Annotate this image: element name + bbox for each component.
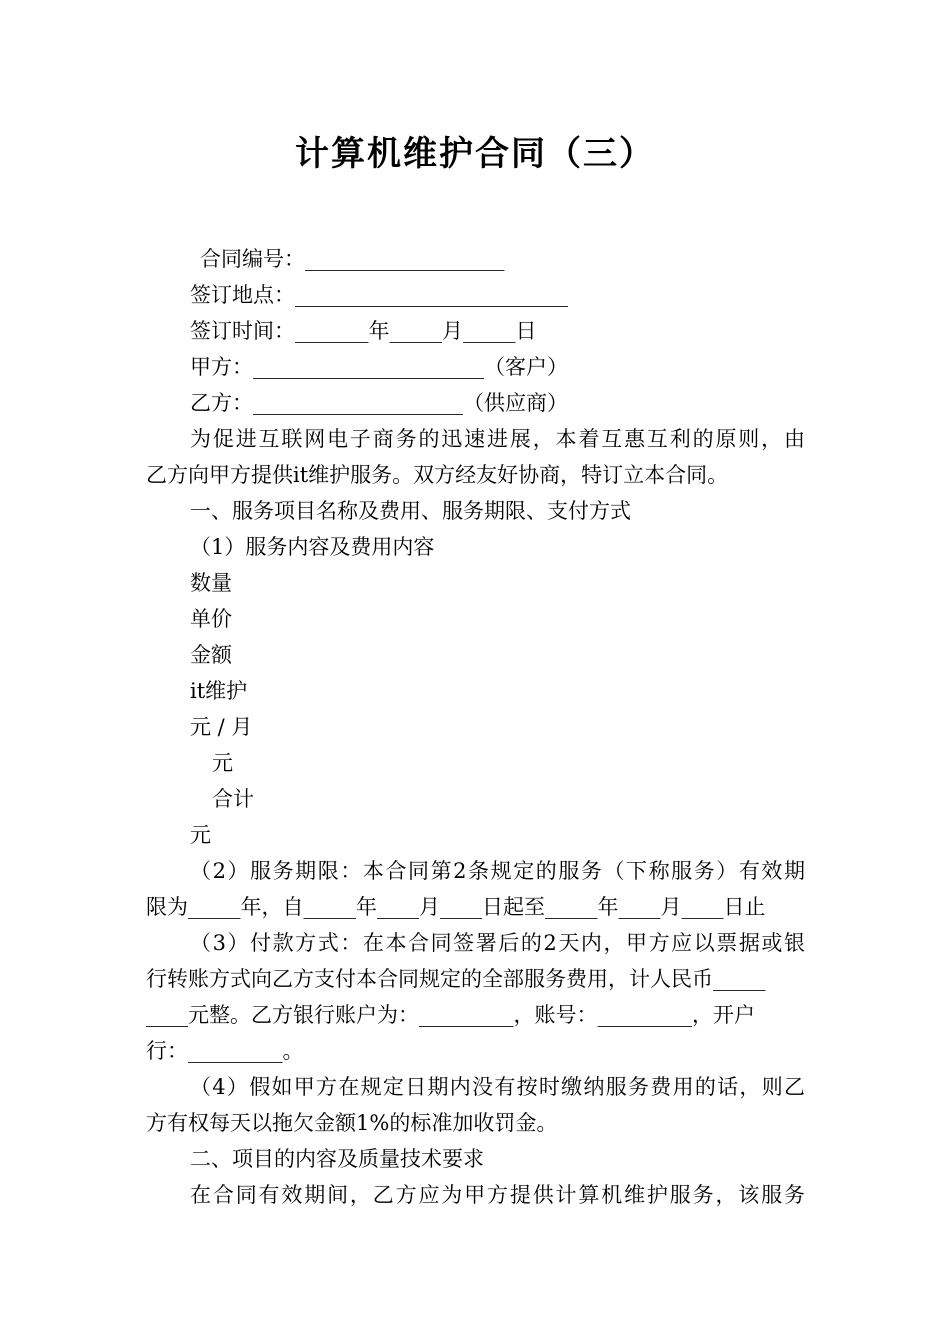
- table-cell-yuan: 元: [212, 751, 233, 775]
- service-term-line-1: （2）服务期限：本合同第2条规定的服务（下称服务）有效期: [190, 859, 805, 883]
- penalty-line-1: （4）假如甲方在规定日期内没有按时缴纳服务费用的话，则乙: [190, 1075, 805, 1099]
- payment-line-3: ____元整。乙方银行账户为：_________，账号：_________，开户: [146, 1003, 755, 1027]
- party-a-line: 甲方：______________________（客户）: [190, 355, 568, 379]
- party-b-line: 乙方：____________________（供应商）: [190, 391, 568, 415]
- table-cell-total: 合计: [212, 787, 254, 811]
- paragraph-intro-line-2: 乙方向甲方提供it维护服务。双方经友好协商，特订立本合同。: [146, 463, 729, 487]
- table-cell-total-yuan: 元: [190, 823, 211, 847]
- table-cell-quantity: 数量: [190, 571, 232, 595]
- section-heading-1: 一、服务项目名称及费用、服务期限、支付方式: [190, 499, 631, 523]
- table-cell-unit-price: 单价: [190, 607, 232, 631]
- page-title: 计算机维护合同（三）: [295, 134, 655, 174]
- payment-line-1: （3）付款方式：在本合同签署后的2天内，甲方应以票据或银: [190, 931, 805, 955]
- payment-line-2: 行转账方式向乙方支付本合同规定的全部服务费用，计人民币_____: [146, 967, 766, 991]
- table-cell-it-maintenance: it维护: [190, 679, 248, 703]
- service-term-line-2: 限为_____年，自_____年____月____日起至_____年____月____日止: [146, 895, 766, 919]
- section-2-paragraph-line-1: 在合同有效期间，乙方应为甲方提供计算机维护服务，该服务: [190, 1183, 805, 1207]
- table-cell-amount: 金额: [190, 643, 232, 667]
- penalty-line-2: 方有权每天以拖欠金额1%的标准加收罚金。: [146, 1111, 558, 1135]
- payment-line-4: 行：_________。: [146, 1039, 304, 1063]
- paragraph-intro-line-1: 为促进互联网电子商务的迅速进展，本着互惠互利的原则，由: [190, 427, 805, 451]
- subsection-heading-1: （1）服务内容及费用内容: [190, 535, 435, 559]
- contract-number-line: 合同编号：___________________: [200, 247, 505, 271]
- section-heading-2: 二、项目的内容及质量技术要求: [190, 1147, 484, 1171]
- signing-place-line: 签订地点：__________________________: [190, 283, 568, 307]
- signing-time-line: 签订时间：_______年_____月_____日: [190, 319, 537, 343]
- table-cell-yuan-per-month: 元 / 月: [190, 715, 253, 739]
